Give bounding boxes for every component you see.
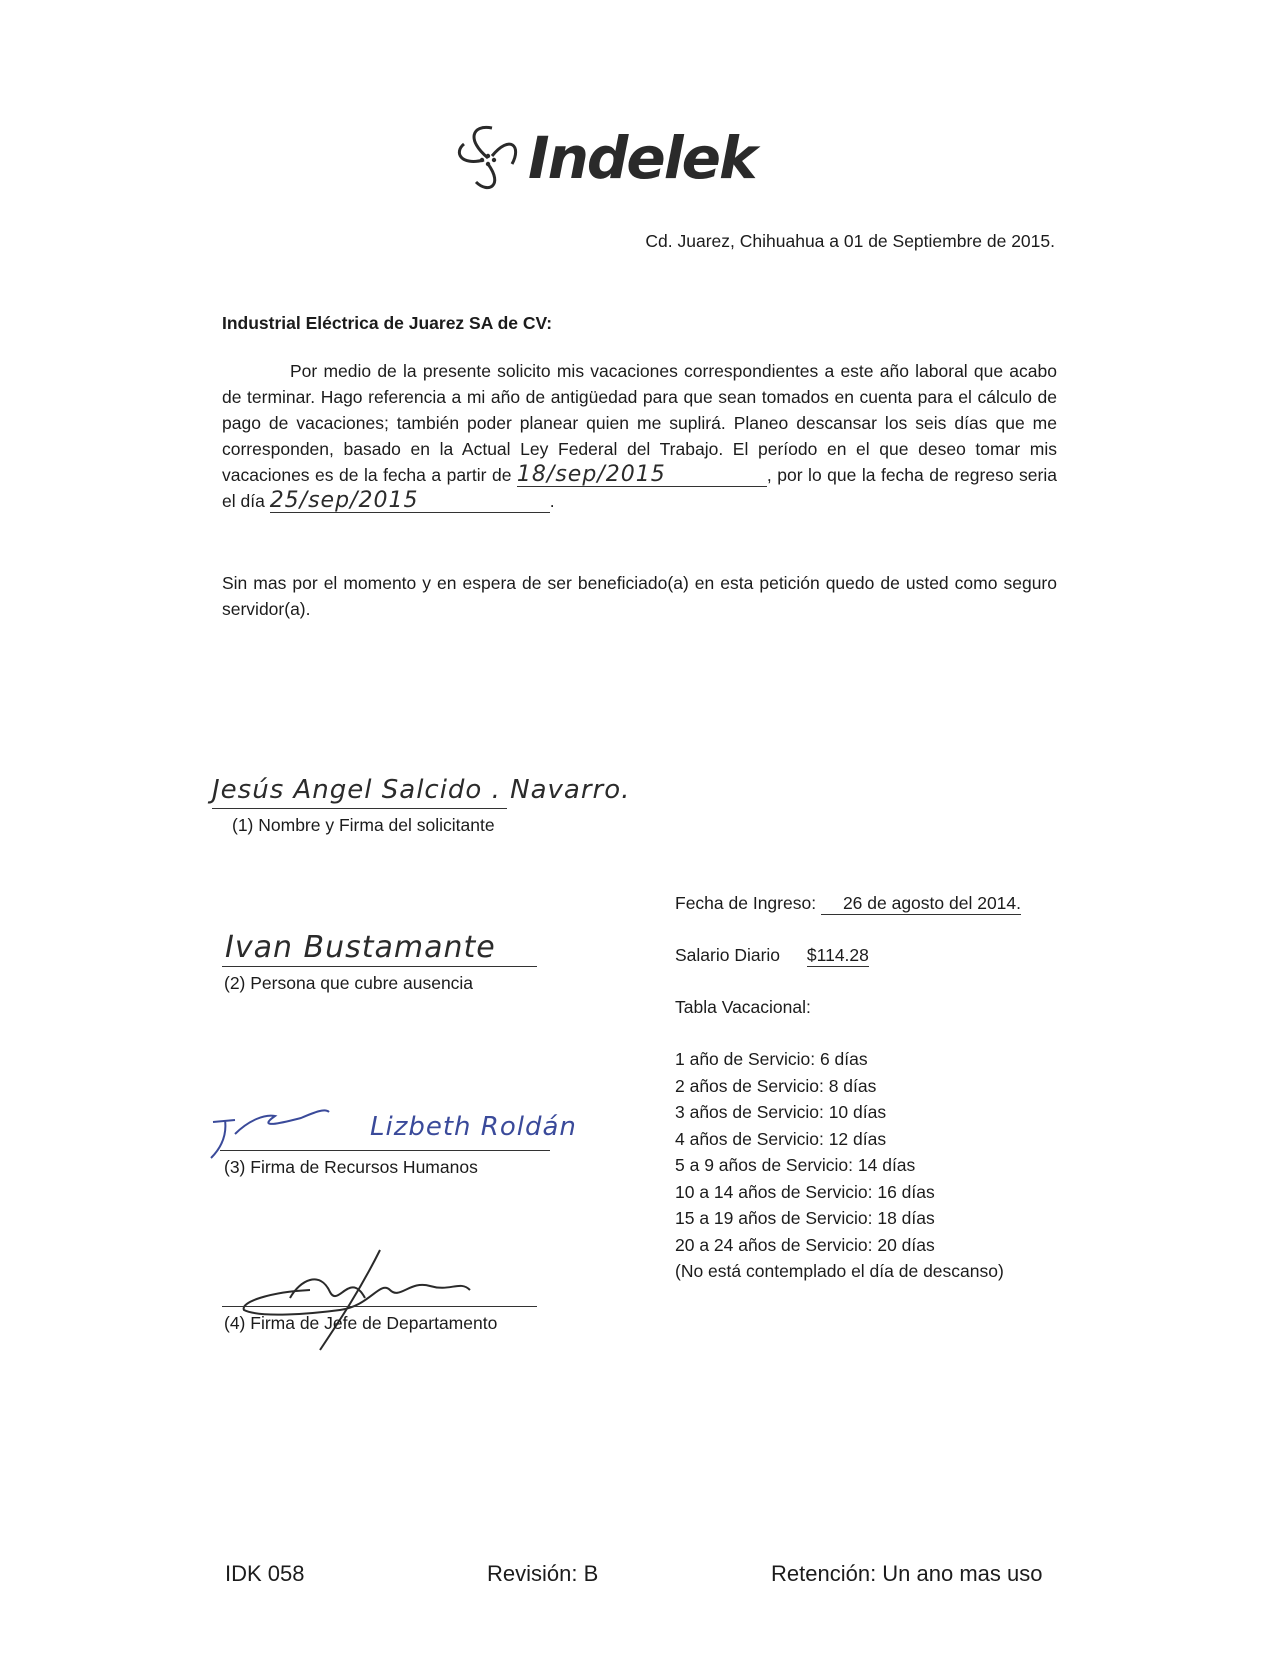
list-item: 15 a 19 años de Servicio: 18 días: [675, 1208, 935, 1228]
signature-line: [220, 1150, 550, 1151]
applicant-signature: Jesús Angel Salcido . Navarro.: [212, 775, 631, 805]
date-line: Cd. Juarez, Chihuahua a 01 de Septiembre de 2015.: [645, 231, 1055, 251]
list-item: 1 año de Servicio: 6 días: [675, 1049, 868, 1069]
body-paragraph: [222, 358, 1057, 514]
signature-line: [222, 1306, 537, 1307]
addressee: Industrial Eléctrica de Juarez SA de CV:: [222, 313, 553, 333]
list-item: 10 a 14 años de Servicio: 16 días: [675, 1181, 935, 1202]
closing-paragraph: Sin mas por el momento y en espera de ser beneficiado(a) en esta petición quedo de usted como seguro servidor(a).: [222, 573, 1057, 619]
tabla-label: Tabla Vacacional:: [675, 997, 811, 1017]
body-text: Por medio de la presente solicito mis vacaciones correspondientes a este año laboral que acabo de terminar. Hago referencia a mi año de antigüedad para que sean tomados en cuenta para el cálculo de pago de vacaciones; también poder planear quien me suplirá. Planeo descansar los seis días que me corresponden, basado en la Actual Ley Federal del Trabajo. El período en el que deseo tomar mis vacaciones es de la fecha a partir de: [222, 361, 1057, 485]
return-date: 25/sep/2015: [270, 490, 550, 513]
brand-wordmark: Indelek: [528, 124, 756, 192]
ingreso-value: 26 de agosto del 2014.: [821, 892, 1021, 915]
employee-info: [675, 890, 1021, 1020]
footer-revision: Revisión: B: [487, 1561, 599, 1586]
fan-swirl-icon: [448, 120, 788, 200]
vacation-table: [675, 1046, 1004, 1285]
list-item: 20 a 24 años de Servicio: 20 días: [675, 1234, 935, 1255]
list-item: 3 años de Servicio: 10 días: [675, 1102, 887, 1122]
hr-signature: Lizbeth Roldán: [370, 1112, 577, 1142]
hr-signature-scribble: [205, 1100, 345, 1160]
footer-retention: Retención: Un ano mas uso: [771, 1561, 1043, 1586]
body-text-end: .: [549, 491, 555, 511]
manager-label: (4) Firma de Jefe de Departamento: [224, 1313, 498, 1333]
signature-line: [212, 808, 507, 809]
substitute-label: (2) Persona que cubre ausencia: [224, 973, 474, 993]
body-text-middle: , por lo que la fecha de regreso seria el día: [222, 465, 1057, 511]
list-item: (No está contemplado el día de descanso): [675, 1261, 1004, 1281]
list-item: 5 a 9 años de Servicio: 14 días: [675, 1155, 916, 1175]
list-item: 2 años de Servicio: 8 días: [675, 1075, 877, 1096]
hr-label: (3) Firma de Recursos Humanos: [224, 1157, 478, 1177]
start-date: 18/sep/2015: [517, 464, 767, 487]
signature-line: [222, 966, 537, 967]
manager-signature-scribble: [230, 1210, 510, 1360]
salario-value: $114.28: [806, 945, 869, 965]
ingreso-label: Fecha de Ingreso:: [675, 893, 817, 913]
substitute-signature: Ivan Bustamante: [225, 930, 496, 965]
company-logo: [448, 120, 788, 200]
applicant-label: (1) Nombre y Firma del solicitante: [232, 815, 495, 835]
svg-text:Indelek: [528, 124, 761, 192]
salario-label: Salario Diario: [675, 945, 781, 965]
list-item: 4 años de Servicio: 12 días: [675, 1128, 887, 1149]
footer-code: IDK 058: [225, 1561, 305, 1586]
